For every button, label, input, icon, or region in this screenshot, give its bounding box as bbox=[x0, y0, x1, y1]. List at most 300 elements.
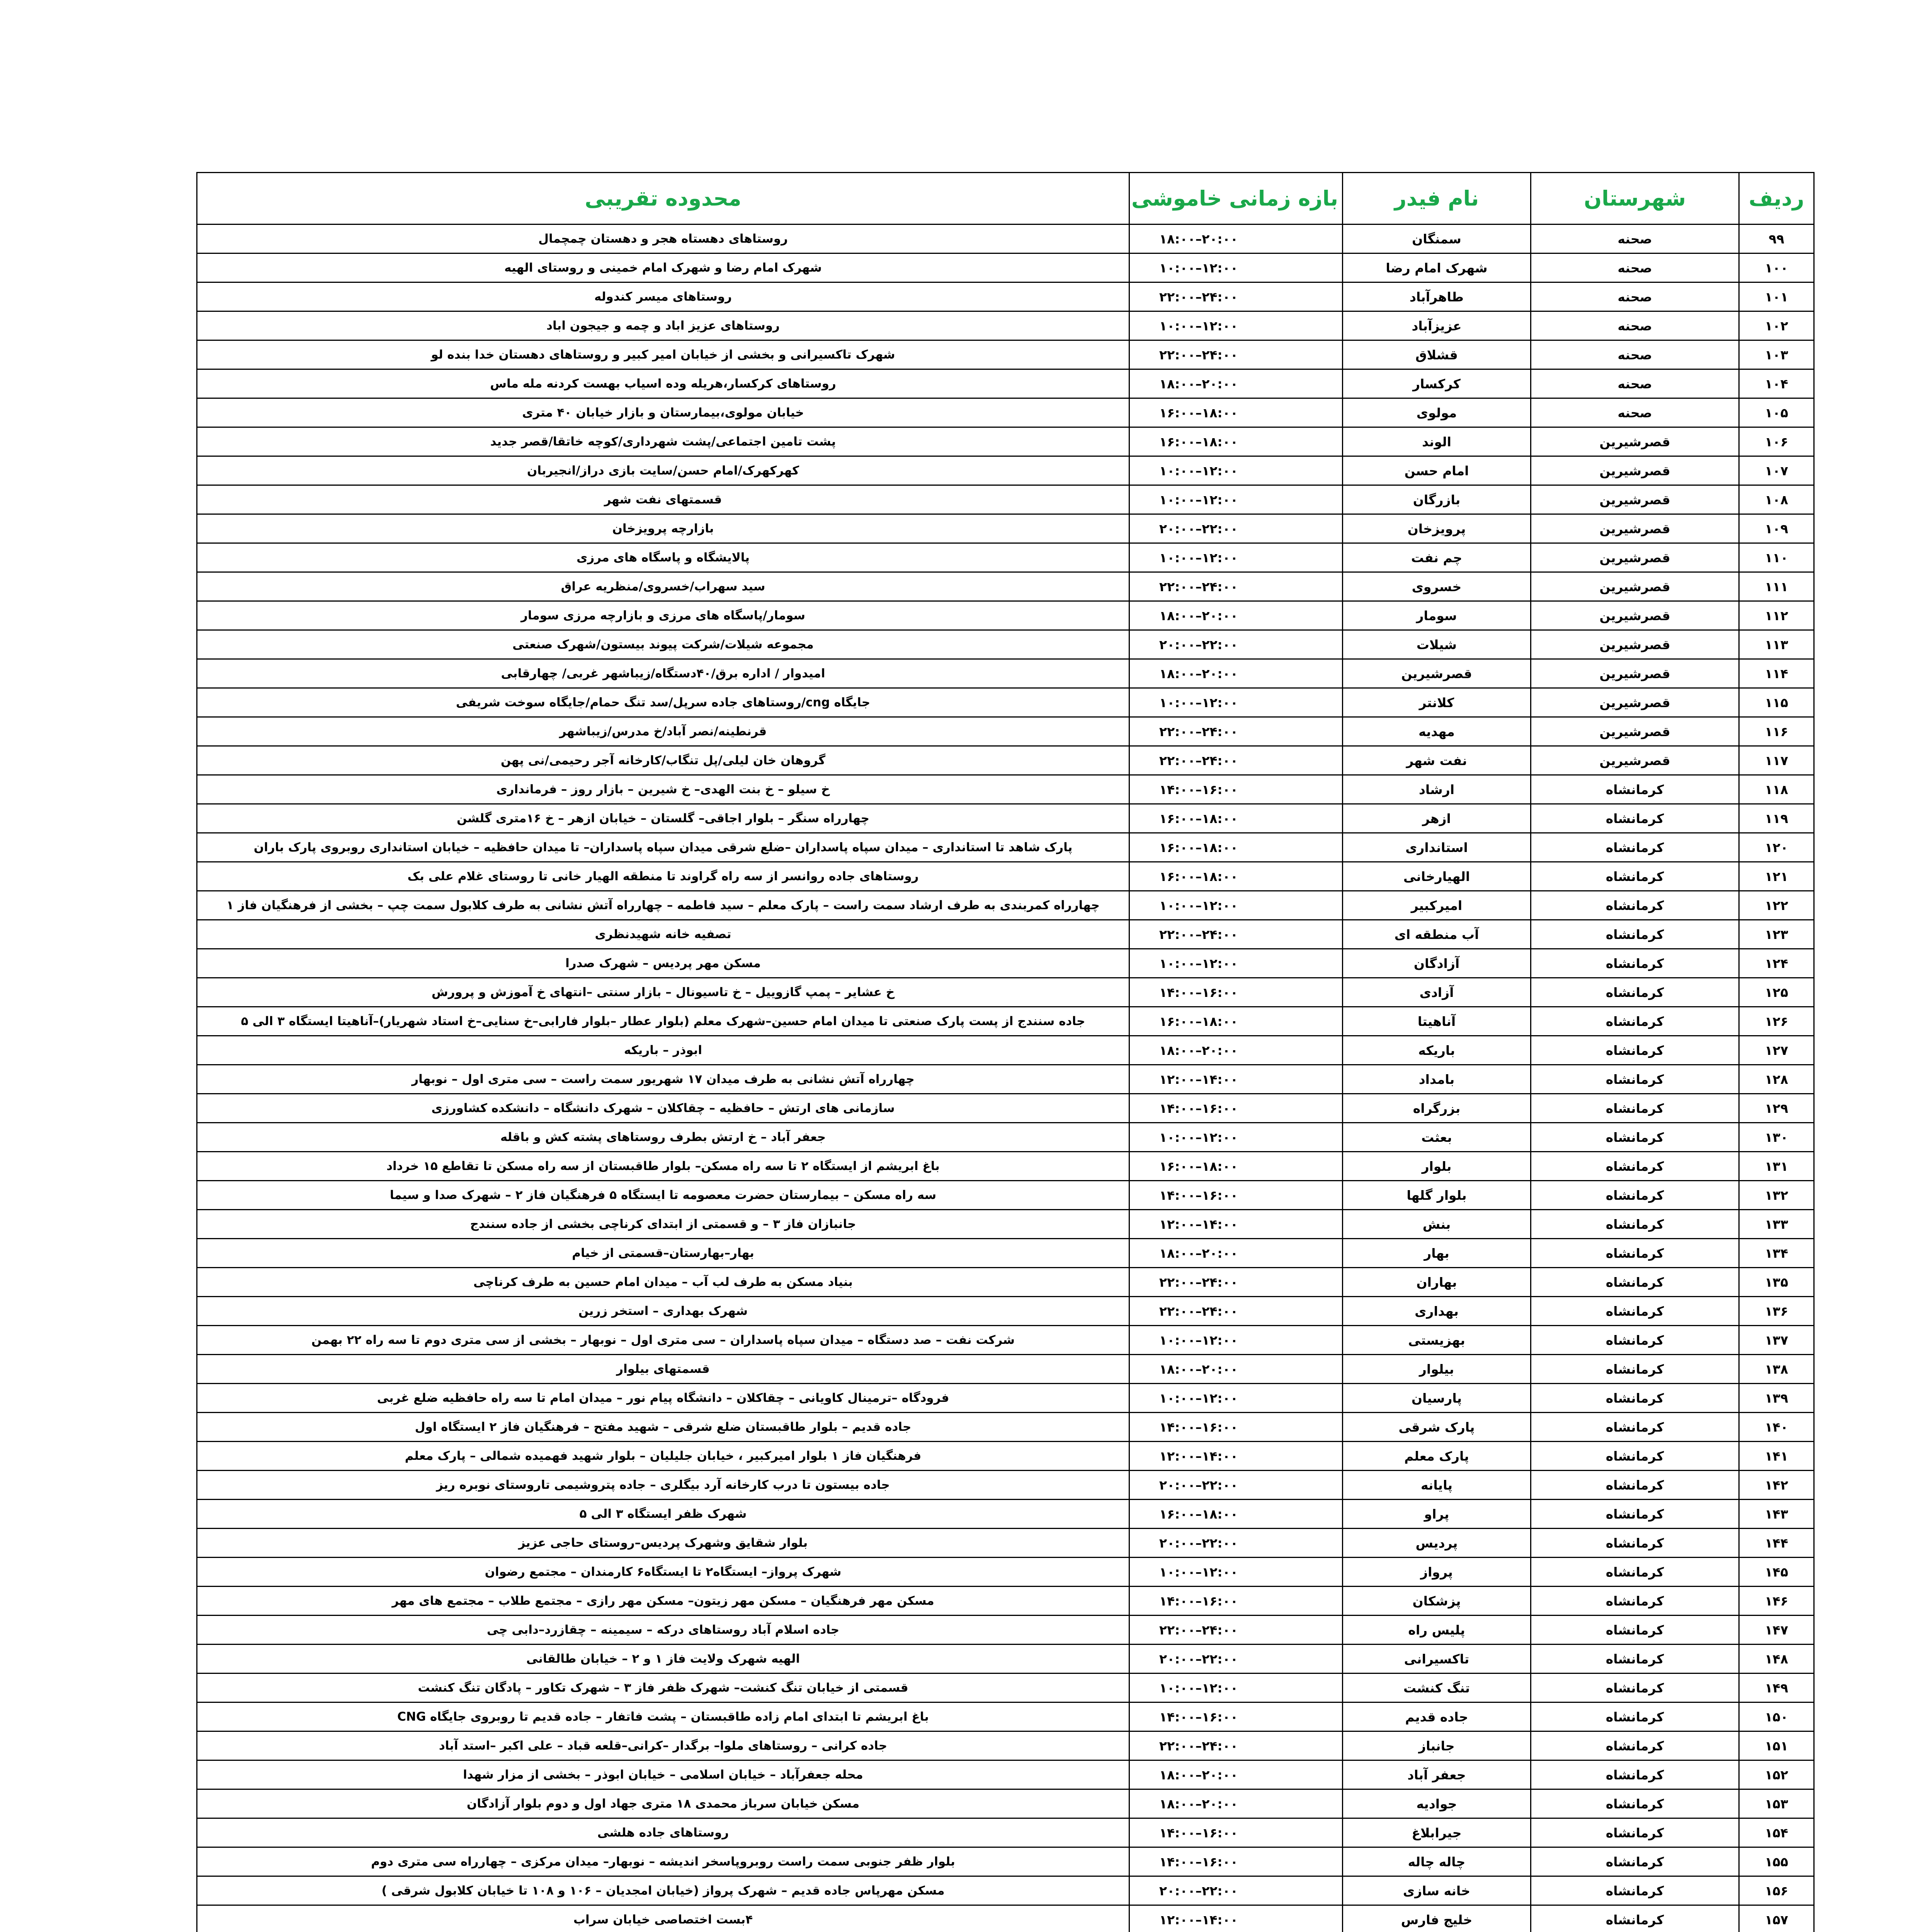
table-row bbox=[197, 688, 1814, 717]
row-number-cell: ۱۴۸ bbox=[1739, 1645, 1814, 1673]
row-number-cell: ۱۰۴ bbox=[1739, 369, 1814, 398]
outage-time-cell bbox=[1129, 1152, 1343, 1181]
feeder-name-cell: بیلوار bbox=[1343, 1355, 1531, 1384]
row-number-cell: ۱۲۳ bbox=[1739, 920, 1814, 949]
row-number-cell: ۱۱۸ bbox=[1739, 775, 1814, 804]
area-cell: کهرکهرک/امام حسن/سایت بازی دراز/انجیربان bbox=[197, 456, 1129, 485]
feeder-name-cell: بهار bbox=[1343, 1239, 1531, 1268]
outage-time-cell bbox=[1129, 746, 1343, 775]
outage-time-cell bbox=[1129, 253, 1343, 282]
row-number-cell: ۱۰۲ bbox=[1739, 311, 1814, 340]
area-cell: ۴بست اختصاصی خیابان سراب bbox=[197, 1905, 1129, 1932]
row-number-cell: ۱۴۱ bbox=[1739, 1442, 1814, 1471]
outage-time-cell bbox=[1129, 1181, 1343, 1210]
table-row bbox=[197, 514, 1814, 543]
city-cell: کرمانشاه bbox=[1531, 833, 1739, 862]
feeder-name-cell: شیلات bbox=[1343, 630, 1531, 659]
city-cell: کرمانشاه bbox=[1531, 1384, 1739, 1413]
row-number-cell: ۱۰۰ bbox=[1739, 253, 1814, 282]
outage-time-text: ۱۴:۰۰–۱۶:۰۰ bbox=[1159, 1419, 1238, 1435]
table-row bbox=[197, 1413, 1814, 1442]
feeder-name-cell: باریکه bbox=[1343, 1036, 1531, 1065]
city-cell: کرمانشاه bbox=[1531, 1181, 1739, 1210]
city-cell: کرمانشاه bbox=[1531, 1268, 1739, 1297]
outage-time-text: ۱۸:۰۰–۲۰:۰۰ bbox=[1159, 231, 1238, 247]
table-header-row bbox=[197, 173, 1814, 224]
table-row bbox=[197, 572, 1814, 601]
outage-time-text: ۱۲:۰۰–۱۴:۰۰ bbox=[1159, 1071, 1238, 1087]
area-cell: چهارراه کمربندی به طرف ارشاد سمت راست – پارک معلم – سید فاطمه – چهارراه آتش نشانی به طرف کلابول سمت چپ – بخشی از فرهنگیان فاز ۱ bbox=[197, 891, 1129, 920]
outage-time-cell bbox=[1129, 456, 1343, 485]
city-cell: کرمانشاه bbox=[1531, 1731, 1739, 1760]
outage-time-text: ۲۲:۰۰–۲۴:۰۰ bbox=[1159, 1738, 1238, 1753]
row-number-cell: ۱۲۹ bbox=[1739, 1094, 1814, 1123]
city-cell: کرمانشاه bbox=[1531, 1673, 1739, 1702]
table-row bbox=[197, 427, 1814, 456]
row-number-cell: ۱۲۵ bbox=[1739, 978, 1814, 1007]
city-cell: کرمانشاه bbox=[1531, 775, 1739, 804]
feeder-name-cell: جوادیه bbox=[1343, 1789, 1531, 1818]
city-cell: کرمانشاه bbox=[1531, 1616, 1739, 1645]
area-cell: قسمتی از خیابان تنگ کنشت– شهرک ظفر فاز ۳ – شهرک تکاور – پادگان تنگ کنشت bbox=[197, 1673, 1129, 1702]
outage-time-text: ۱۸:۰۰–۲۰:۰۰ bbox=[1159, 1767, 1238, 1782]
table-row bbox=[197, 775, 1814, 804]
feeder-name-cell: تنگ کنشت bbox=[1343, 1673, 1531, 1702]
city-cell: کرمانشاه bbox=[1531, 949, 1739, 978]
area-cell: سه راه مسکن – بیمارستان حضرت معصومه تا ایستگاه ۵ فرهنگیان فاز ۲ – شهرک صدا و سیما bbox=[197, 1181, 1129, 1210]
row-number-cell: ۱۲۲ bbox=[1739, 891, 1814, 920]
feeder-name-cell: ازهر bbox=[1343, 804, 1531, 833]
row-number-cell: ۱۵۳ bbox=[1739, 1789, 1814, 1818]
row-number-cell: ۱۵۵ bbox=[1739, 1847, 1814, 1876]
outage-time-cell bbox=[1129, 1239, 1343, 1268]
area-cell: جاده سنندج از پست پارک صنعتی تا میدان امام حسین–شهرک معلم (بلوار عطار –بلوار فارابی–خ سنایی–خ استاد شهریار)–آناهیتا ایستگاه ۳ الی ۵ bbox=[197, 1007, 1129, 1036]
row-number-cell: ۱۰۳ bbox=[1739, 340, 1814, 369]
area-cell: باغ ابریشم از ایستگاه ۲ تا سه راه مسکن– بلوار طاقبستان از سه راه مسکن تا تقاطع ۱۵ خرداد bbox=[197, 1152, 1129, 1181]
outage-time-text: ۲۰:۰۰–۲۲:۰۰ bbox=[1159, 1883, 1238, 1898]
header-outage-time: بازه زمانی خاموشی bbox=[1129, 173, 1343, 224]
city-cell: کرمانشاه bbox=[1531, 1587, 1739, 1616]
city-cell: کرمانشاه bbox=[1531, 978, 1739, 1007]
outage-time-text: ۲۲:۰۰–۲۴:۰۰ bbox=[1159, 1274, 1238, 1290]
table-row bbox=[197, 978, 1814, 1007]
city-cell: کرمانشاه bbox=[1531, 804, 1739, 833]
feeder-name-cell: پزشکان bbox=[1343, 1587, 1531, 1616]
feeder-name-cell: بلوار bbox=[1343, 1152, 1531, 1181]
table-row bbox=[197, 601, 1814, 630]
feeder-name-cell: کلانتر bbox=[1343, 688, 1531, 717]
area-cell: جاده قدیم – بلوار طاقبستان ضلع شرقی – شهید مفتح – فرهنگیان فاز ۲ ایستگاه اول bbox=[197, 1413, 1129, 1442]
area-cell: جاده کرانی – روستاهای ملوا– برگدار –کرانی–قلعه قباد – علی اکبر –استد آباد bbox=[197, 1731, 1129, 1760]
outage-time-cell bbox=[1129, 1384, 1343, 1413]
outage-time-text: ۲۲:۰۰–۲۴:۰۰ bbox=[1159, 753, 1238, 768]
row-number-cell: ۱۴۹ bbox=[1739, 1673, 1814, 1702]
city-cell: کرمانشاه bbox=[1531, 1210, 1739, 1239]
outage-time-text: ۲۲:۰۰–۲۴:۰۰ bbox=[1159, 289, 1238, 304]
row-number-cell: ۱۱۴ bbox=[1739, 659, 1814, 688]
outage-time-cell bbox=[1129, 369, 1343, 398]
outage-time-cell bbox=[1129, 1355, 1343, 1384]
table-row bbox=[197, 340, 1814, 369]
feeder-name-cell: آناهیتا bbox=[1343, 1007, 1531, 1036]
outage-time-text: ۲۲:۰۰–۲۴:۰۰ bbox=[1159, 579, 1238, 594]
outage-time-text: ۱۰:۰۰–۱۲:۰۰ bbox=[1159, 1332, 1238, 1348]
area-cell: مسکن مهرپاس جاده قدیم – شهرک پرواز (خیابان امجدیان – ۱۰۶ و ۱۰۸ تا خیابان کلابول شرقی ) bbox=[197, 1876, 1129, 1905]
outage-time-text: ۲۲:۰۰–۲۴:۰۰ bbox=[1159, 724, 1238, 739]
feeder-name-cell: بعثت bbox=[1343, 1123, 1531, 1152]
outage-time-cell bbox=[1129, 427, 1343, 456]
city-cell: قصرشیرین bbox=[1531, 630, 1739, 659]
area-cell: باغ ابریشم تا ابتدای امام زاده طاقبستان – پشت فاتفار – جاده قدیم تا روبروی جایگاه CNG bbox=[197, 1702, 1129, 1731]
feeder-name-cell: تاکسیرانی bbox=[1343, 1645, 1531, 1673]
row-number-cell: ۱۱۹ bbox=[1739, 804, 1814, 833]
outage-time-text: ۲۲:۰۰–۲۴:۰۰ bbox=[1159, 1622, 1238, 1638]
outage-time-cell bbox=[1129, 282, 1343, 311]
city-cell: قصرشیرین bbox=[1531, 746, 1739, 775]
outage-time-text: ۱۴:۰۰–۱۶:۰۰ bbox=[1159, 1187, 1238, 1203]
area-cell: مسکن مهر پردیس – شهرک صدرا bbox=[197, 949, 1129, 978]
area-cell: خ عشایر – پمپ گازوییل – خ تاسیونال – بازار سنتی –انتهای خ آموزش و پرورش bbox=[197, 978, 1129, 1007]
area-cell: خیابان مولوی،بیمارستان و بازار خیابان ۴۰ متری bbox=[197, 398, 1129, 427]
outage-time-cell bbox=[1129, 543, 1343, 572]
outage-time-text: ۱۶:۰۰–۱۸:۰۰ bbox=[1159, 434, 1238, 449]
feeder-name-cell: الوند bbox=[1343, 427, 1531, 456]
city-cell: کرمانشاه bbox=[1531, 1760, 1739, 1789]
header-approximate-area: محدوده تقریبی bbox=[197, 173, 1129, 224]
area-cell: خ سیلو – خ بنت الهدی– خ شیرین – بازار روز – فرمانداری bbox=[197, 775, 1129, 804]
table-row bbox=[197, 1529, 1814, 1558]
outage-time-cell bbox=[1129, 1702, 1343, 1731]
outage-time-cell bbox=[1129, 1094, 1343, 1123]
feeder-name-cell: امیرکبیر bbox=[1343, 891, 1531, 920]
feeder-name-cell: پردیس bbox=[1343, 1529, 1531, 1558]
outage-time-cell bbox=[1129, 398, 1343, 427]
row-number-cell: ۱۵۲ bbox=[1739, 1760, 1814, 1789]
outage-time-cell bbox=[1129, 1471, 1343, 1500]
outage-time-text: ۱۰:۰۰–۱۲:۰۰ bbox=[1159, 1390, 1238, 1406]
feeder-name-cell: چاله چاله bbox=[1343, 1847, 1531, 1876]
city-cell: کرمانشاه bbox=[1531, 1355, 1739, 1384]
feeder-name-cell: آزادی bbox=[1343, 978, 1531, 1007]
outage-time-cell bbox=[1129, 1558, 1343, 1587]
feeder-name-cell: بهاران bbox=[1343, 1268, 1531, 1297]
city-cell: کرمانشاه bbox=[1531, 1239, 1739, 1268]
city-cell: کرمانشاه bbox=[1531, 1065, 1739, 1094]
area-cell: شهرک تاکسیرانی و بخشی از خیابان امیر کبیر و روستاهای دهستان خدا بنده لو bbox=[197, 340, 1129, 369]
area-cell: ابوذر – باریکه bbox=[197, 1036, 1129, 1065]
area-cell: تصفیه خانه شهیدنظری bbox=[197, 920, 1129, 949]
table-row bbox=[197, 1847, 1814, 1876]
area-cell: فرودگاه –ترمینال کاویانی – چقاکلان – دانشگاه پیام نور – میدان امام تا سه راه حافظیه ضلع غربی bbox=[197, 1384, 1129, 1413]
outage-time-text: ۱۴:۰۰–۱۶:۰۰ bbox=[1159, 1593, 1238, 1609]
outage-time-cell bbox=[1129, 601, 1343, 630]
city-cell: کرمانشاه bbox=[1531, 1413, 1739, 1442]
feeder-name-cell: جاده قدیم bbox=[1343, 1702, 1531, 1731]
area-cell: شرکت نفت – صد دستگاه – میدان سپاه پاسداران – سی متری اول – نوبهار – بخشی از سی متری دوم تا سه راه ۲۲ بهمن bbox=[197, 1326, 1129, 1355]
table-row bbox=[197, 920, 1814, 949]
city-cell: کرمانشاه bbox=[1531, 1905, 1739, 1932]
table-row bbox=[197, 224, 1814, 253]
city-cell: کرمانشاه bbox=[1531, 1847, 1739, 1876]
feeder-name-cell: پراو bbox=[1343, 1500, 1531, 1529]
outage-time-text: ۲۲:۰۰–۲۴:۰۰ bbox=[1159, 347, 1238, 362]
row-number-cell: ۹۹ bbox=[1739, 224, 1814, 253]
area-cell: شهرک بهداری – استخر زرین bbox=[197, 1297, 1129, 1326]
row-number-cell: ۱۰۹ bbox=[1739, 514, 1814, 543]
outage-time-text: ۱۰:۰۰–۱۲:۰۰ bbox=[1159, 318, 1238, 333]
city-cell: قصرشیرین bbox=[1531, 601, 1739, 630]
outage-time-cell bbox=[1129, 1818, 1343, 1847]
table-row bbox=[197, 311, 1814, 340]
row-number-cell: ۱۳۵ bbox=[1739, 1268, 1814, 1297]
table-row bbox=[197, 1789, 1814, 1818]
row-number-cell: ۱۳۴ bbox=[1739, 1239, 1814, 1268]
row-number-cell: ۱۰۸ bbox=[1739, 485, 1814, 514]
outage-time-cell bbox=[1129, 804, 1343, 833]
area-cell: مسکن خیابان سرباز محمدی ۱۸ متری جهاد اول و دوم بلوار آزادگان bbox=[197, 1789, 1129, 1818]
row-number-cell: ۱۲۱ bbox=[1739, 862, 1814, 891]
area-cell: بازارچه پرویزخان bbox=[197, 514, 1129, 543]
feeder-name-cell: آزادگان bbox=[1343, 949, 1531, 978]
outage-time-cell bbox=[1129, 1529, 1343, 1558]
row-number-cell: ۱۳۲ bbox=[1739, 1181, 1814, 1210]
city-cell: کرمانشاه bbox=[1531, 1297, 1739, 1326]
outage-time-cell bbox=[1129, 1123, 1343, 1152]
city-cell: صحنه bbox=[1531, 311, 1739, 340]
feeder-name-cell: قشلاق bbox=[1343, 340, 1531, 369]
outage-time-cell bbox=[1129, 1442, 1343, 1471]
outage-time-text: ۲۲:۰۰–۲۴:۰۰ bbox=[1159, 927, 1238, 942]
row-number-cell: ۱۴۰ bbox=[1739, 1413, 1814, 1442]
row-number-cell: ۱۵۷ bbox=[1739, 1905, 1814, 1932]
table-row bbox=[197, 1876, 1814, 1905]
table-row bbox=[197, 746, 1814, 775]
city-cell: صحنه bbox=[1531, 369, 1739, 398]
outage-time-cell bbox=[1129, 659, 1343, 688]
table-row bbox=[197, 1152, 1814, 1181]
table-row bbox=[197, 833, 1814, 862]
area-cell: قسمتهای بیلوار bbox=[197, 1355, 1129, 1384]
outage-time-cell bbox=[1129, 311, 1343, 340]
outage-time-cell bbox=[1129, 717, 1343, 746]
city-cell: کرمانشاه bbox=[1531, 1702, 1739, 1731]
table-row bbox=[197, 1731, 1814, 1760]
feeder-name-cell: مهدیه bbox=[1343, 717, 1531, 746]
city-cell: صحنه bbox=[1531, 253, 1739, 282]
table-row bbox=[197, 1587, 1814, 1616]
area-cell: شهرک امام رضا و شهرک امام خمینی و روستای الهیه bbox=[197, 253, 1129, 282]
feeder-name-cell: نفت شهر bbox=[1343, 746, 1531, 775]
outage-time-text: ۱۰:۰۰–۱۲:۰۰ bbox=[1159, 898, 1238, 913]
outage-time-text: ۱۶:۰۰–۱۸:۰۰ bbox=[1159, 840, 1238, 855]
city-cell: قصرشیرین bbox=[1531, 659, 1739, 688]
outage-time-text: ۱۰:۰۰–۱۲:۰۰ bbox=[1159, 550, 1238, 565]
feeder-name-cell: آب منطقه ای bbox=[1343, 920, 1531, 949]
table-row bbox=[197, 630, 1814, 659]
city-cell: صحنه bbox=[1531, 282, 1739, 311]
city-cell: کرمانشاه bbox=[1531, 1876, 1739, 1905]
feeder-name-cell: خانه سازی bbox=[1343, 1876, 1531, 1905]
feeder-name-cell: مولوی bbox=[1343, 398, 1531, 427]
table-row bbox=[197, 1326, 1814, 1355]
area-cell: پشت تامین اجتماعی/پشت شهرداری/کوچه خاتقا/قصر جدید bbox=[197, 427, 1129, 456]
outage-time-text: ۱۰:۰۰–۱۲:۰۰ bbox=[1159, 956, 1238, 971]
city-cell: کرمانشاه bbox=[1531, 1152, 1739, 1181]
area-cell: روستاهای جاده هلشی bbox=[197, 1818, 1129, 1847]
table-row bbox=[197, 369, 1814, 398]
row-number-cell: ۱۱۱ bbox=[1739, 572, 1814, 601]
feeder-name-cell: پارسیان bbox=[1343, 1384, 1531, 1413]
outage-time-text: ۲۲:۰۰–۲۴:۰۰ bbox=[1159, 1303, 1238, 1319]
outage-time-cell bbox=[1129, 862, 1343, 891]
row-number-cell: ۱۰۱ bbox=[1739, 282, 1814, 311]
outage-time-cell bbox=[1129, 1847, 1343, 1876]
outage-time-text: ۲۰:۰۰–۲۲:۰۰ bbox=[1159, 521, 1238, 536]
outage-time-text: ۱۶:۰۰–۱۸:۰۰ bbox=[1159, 1158, 1238, 1174]
outage-time-cell bbox=[1129, 688, 1343, 717]
table-row bbox=[197, 1616, 1814, 1645]
row-number-cell: ۱۴۷ bbox=[1739, 1616, 1814, 1645]
feeder-name-cell: الهیارخانی bbox=[1343, 862, 1531, 891]
city-cell: کرمانشاه bbox=[1531, 1007, 1739, 1036]
city-cell: صحنه bbox=[1531, 340, 1739, 369]
table-row bbox=[197, 1007, 1814, 1036]
feeder-name-cell: خلیج فارس bbox=[1343, 1905, 1531, 1932]
table-row bbox=[197, 1094, 1814, 1123]
outage-time-text: ۱۰:۰۰–۱۲:۰۰ bbox=[1159, 695, 1238, 710]
area-cell: بلوار ظفر جنوبی سمت راست روبروپاسخر اندیشه – نوبهار– میدان مرکزی – چهارراه سی متری دوم bbox=[197, 1847, 1129, 1876]
row-number-cell: ۱۲۸ bbox=[1739, 1065, 1814, 1094]
area-cell: سازمانی های ارتش – حافظیه – چقاکلان – شهرک دانشگاه – دانشکده کشاورزی bbox=[197, 1094, 1129, 1123]
area-cell: روستاهای کرکسار،هریله وده اسیاب بهست کردنه مله ماس bbox=[197, 369, 1129, 398]
row-number-cell: ۱۰۶ bbox=[1739, 427, 1814, 456]
feeder-name-cell: ارشاد bbox=[1343, 775, 1531, 804]
row-number-cell: ۱۳۱ bbox=[1739, 1152, 1814, 1181]
table-row bbox=[197, 891, 1814, 920]
outage-time-cell bbox=[1129, 775, 1343, 804]
table-row bbox=[197, 1268, 1814, 1297]
city-cell: کرمانشاه bbox=[1531, 1326, 1739, 1355]
feeder-name-cell: پرواز bbox=[1343, 1558, 1531, 1587]
row-number-cell: ۱۰۷ bbox=[1739, 456, 1814, 485]
outage-time-cell bbox=[1129, 340, 1343, 369]
area-cell: فرهنگیان فاز ۱ بلوار امیرکبیر ، خیابان جلیلیان – بلوار شهید فهمیده شمالی – پارک معلم bbox=[197, 1442, 1129, 1471]
area-cell: روستاهای عزیز اباد و چمه و جیجون اباد bbox=[197, 311, 1129, 340]
area-cell: جاده بیستون تا درب کارخانه آرد بیگلری – جاده پتروشیمی تاروستای نوبره ریز bbox=[197, 1471, 1129, 1500]
table-row bbox=[197, 717, 1814, 746]
table-row bbox=[197, 1645, 1814, 1673]
city-cell: قصرشیرین bbox=[1531, 427, 1739, 456]
row-number-cell: ۱۴۶ bbox=[1739, 1587, 1814, 1616]
outage-time-text: ۱۴:۰۰–۱۶:۰۰ bbox=[1159, 1709, 1238, 1725]
table-row bbox=[197, 1297, 1814, 1326]
row-number-cell: ۱۳۹ bbox=[1739, 1384, 1814, 1413]
feeder-name-cell: جیرابلاغ bbox=[1343, 1818, 1531, 1847]
outage-time-cell bbox=[1129, 891, 1343, 920]
table-row bbox=[197, 1905, 1814, 1932]
outage-time-cell bbox=[1129, 630, 1343, 659]
area-cell: الهیه شهرک ولایت فاز ۱ و ۲ – خیابان طالقانی bbox=[197, 1645, 1129, 1673]
outage-time-text: ۱۶:۰۰–۱۸:۰۰ bbox=[1159, 1506, 1238, 1522]
row-number-cell: ۱۱۶ bbox=[1739, 717, 1814, 746]
row-number-cell: ۱۰۵ bbox=[1739, 398, 1814, 427]
city-cell: کرمانشاه bbox=[1531, 1471, 1739, 1500]
row-number-cell: ۱۴۵ bbox=[1739, 1558, 1814, 1587]
area-cell: محله جعفرآباد – خیابان اسلامی – خیابان ابوذر – بخشی از مزار شهدا bbox=[197, 1760, 1129, 1789]
area-cell: جاده اسلام آباد روستاهای درکه – سیمینه – چقازرد–دابی چی bbox=[197, 1616, 1129, 1645]
area-cell: امیدوار / اداره برق/۴۰دستگاه/زیباشهر غربی/ چهارقابی bbox=[197, 659, 1129, 688]
outage-time-cell bbox=[1129, 1268, 1343, 1297]
table-row bbox=[197, 1442, 1814, 1471]
row-number-cell: ۱۱۳ bbox=[1739, 630, 1814, 659]
outage-time-text: ۱۰:۰۰–۱۲:۰۰ bbox=[1159, 463, 1238, 478]
row-number-cell: ۱۲۰ bbox=[1739, 833, 1814, 862]
outage-time-cell bbox=[1129, 1760, 1343, 1789]
outage-time-cell bbox=[1129, 514, 1343, 543]
city-cell: قصرشیرین bbox=[1531, 717, 1739, 746]
table-row bbox=[197, 1065, 1814, 1094]
area-cell: سید سهراب/خسروی/منظریه عراق bbox=[197, 572, 1129, 601]
outage-time-cell bbox=[1129, 1326, 1343, 1355]
table-row bbox=[197, 804, 1814, 833]
outage-time-cell bbox=[1129, 978, 1343, 1007]
row-number-cell: ۱۲۷ bbox=[1739, 1036, 1814, 1065]
feeder-name-cell: پارک شرقی bbox=[1343, 1413, 1531, 1442]
outage-time-cell bbox=[1129, 1673, 1343, 1702]
outage-time-text: ۱۴:۰۰–۱۶:۰۰ bbox=[1159, 782, 1238, 797]
outage-time-cell bbox=[1129, 485, 1343, 514]
table-row bbox=[197, 862, 1814, 891]
area-cell: چهارراه آتش نشانی به طرف میدان ۱۷ شهریور سمت راست – سی متری اول – نوبهار bbox=[197, 1065, 1129, 1094]
feeder-name-cell: سومار bbox=[1343, 601, 1531, 630]
outage-time-text: ۱۰:۰۰–۱۲:۰۰ bbox=[1159, 260, 1238, 276]
area-cell: قسمتهای نفت شهر bbox=[197, 485, 1129, 514]
row-number-cell: ۱۳۰ bbox=[1739, 1123, 1814, 1152]
area-cell: پارک شاهد تا استانداری – میدان سپاه پاسداران –ضلع شرقی میدان سپاه پاسداران– تا میدان حافظیه – خیابان استانداری روبروی پارک باران bbox=[197, 833, 1129, 862]
feeder-name-cell: پارک معلم bbox=[1343, 1442, 1531, 1471]
table-row bbox=[197, 1123, 1814, 1152]
outage-time-cell bbox=[1129, 1297, 1343, 1326]
table-row bbox=[197, 1036, 1814, 1065]
city-cell: کرمانشاه bbox=[1531, 1036, 1739, 1065]
city-cell: کرمانشاه bbox=[1531, 891, 1739, 920]
feeder-name-cell: بزرگراه bbox=[1343, 1094, 1531, 1123]
feeder-name-cell: کرکسار bbox=[1343, 369, 1531, 398]
table-row bbox=[197, 1818, 1814, 1847]
feeder-name-cell: قصرشیرین bbox=[1343, 659, 1531, 688]
table-row bbox=[197, 1673, 1814, 1702]
city-cell: کرمانشاه bbox=[1531, 1500, 1739, 1529]
outage-time-text: ۱۶:۰۰–۱۸:۰۰ bbox=[1159, 405, 1238, 420]
feeder-name-cell: عزیزآباد bbox=[1343, 311, 1531, 340]
outage-time-text: ۱۸:۰۰–۲۰:۰۰ bbox=[1159, 666, 1238, 681]
feeder-name-cell: خسروی bbox=[1343, 572, 1531, 601]
city-cell: کرمانشاه bbox=[1531, 1094, 1739, 1123]
city-cell: قصرشیرین bbox=[1531, 543, 1739, 572]
feeder-name-cell: استانداری bbox=[1343, 833, 1531, 862]
outage-time-text: ۱۸:۰۰–۲۰:۰۰ bbox=[1159, 1361, 1238, 1377]
table-row bbox=[197, 282, 1814, 311]
outage-time-text: ۱۴:۰۰–۱۶:۰۰ bbox=[1159, 1854, 1238, 1869]
city-cell: قصرشیرین bbox=[1531, 572, 1739, 601]
feeder-name-cell: بهداری bbox=[1343, 1297, 1531, 1326]
feeder-name-cell: پلیس راه bbox=[1343, 1616, 1531, 1645]
table-row bbox=[197, 1181, 1814, 1210]
outage-time-text: ۱۸:۰۰–۲۰:۰۰ bbox=[1159, 608, 1238, 623]
area-cell: جعفر آباد – خ ارتش بطرف روستاهای پشته کش و باقله bbox=[197, 1123, 1129, 1152]
feeder-name-cell: شهرک امام رضا bbox=[1343, 253, 1531, 282]
header-city: شهرستان bbox=[1531, 173, 1739, 224]
